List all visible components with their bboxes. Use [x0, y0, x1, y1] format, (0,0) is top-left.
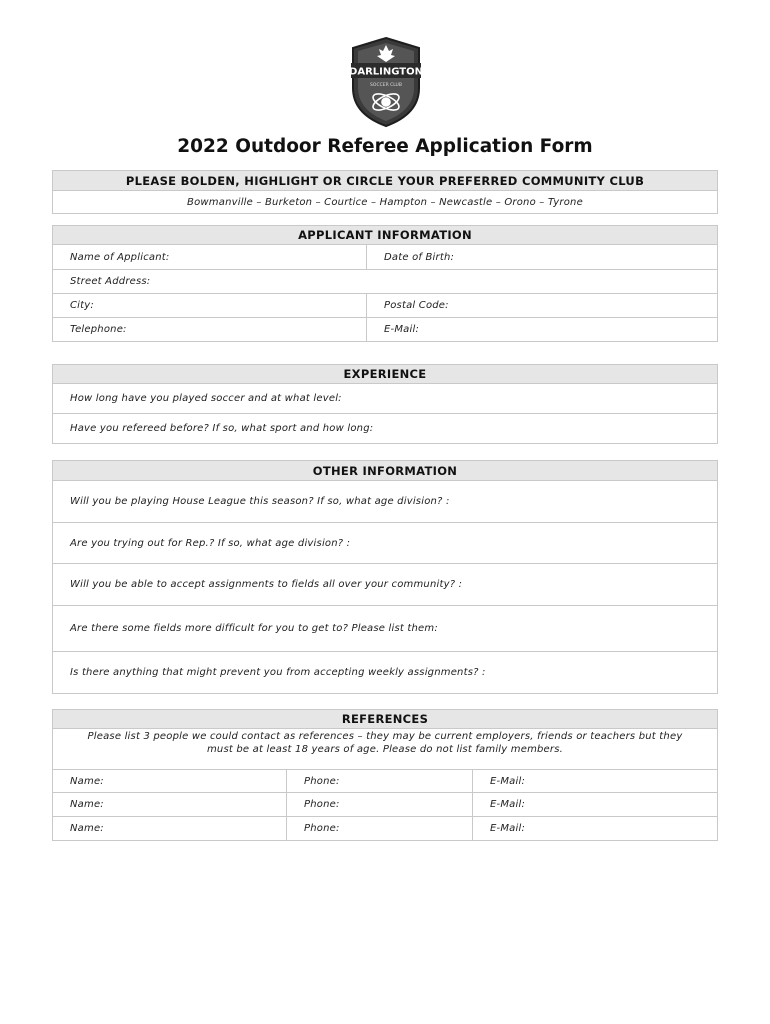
applicant-heading: APPLICANT INFORMATION — [53, 226, 717, 245]
experience-refereed-field[interactable]: Have you refereed before? If so, what sport and how long: — [70, 423, 374, 434]
references-section — [52, 709, 718, 841]
experience-heading: EXPERIENCE — [53, 365, 717, 384]
house-league-field[interactable]: Will you be playing House League this season? If so, what age division? : — [70, 496, 450, 507]
difficult-fields-field[interactable]: Are there some fields more difficult for you to get to? Please list them: — [70, 623, 438, 634]
reference-name-field[interactable]: Name: — [53, 770, 287, 792]
applicant-section — [52, 225, 718, 342]
reference-email-field[interactable]: E-Mail: — [490, 799, 526, 810]
street-address-field[interactable]: Street Address: — [70, 276, 151, 287]
reference-phone-field[interactable]: Phone: — [287, 817, 473, 840]
references-note: Please list 3 people we could contact as references – they may be current employers, friends or teachers but they must be at least 18 years of age. Please do not list family members. — [87, 731, 683, 755]
assignments-field[interactable]: Will you be able to accept assignments to fields all over your community? : — [70, 579, 463, 590]
reference-row — [53, 793, 717, 817]
community-heading: PLEASE BOLDEN, HIGHLIGHT OR CIRCLE YOUR PREFERRED COMMUNITY CLUB — [53, 171, 717, 191]
email-field[interactable]: E-Mail: — [384, 324, 420, 335]
community-clubs[interactable]: Bowmanville – Burketon – Courtice – Hampton – Newcastle – Orono – Tyrone — [187, 196, 583, 208]
experience-section — [52, 364, 718, 444]
city-field[interactable]: City: — [53, 294, 367, 317]
reference-row — [53, 817, 717, 840]
prevent-assignments-field[interactable]: Is there anything that might prevent you from accepting weekly assignments? : — [70, 667, 486, 678]
darlington-logo — [349, 36, 423, 128]
other-info-heading: OTHER INFORMATION — [53, 461, 717, 481]
reference-row — [53, 770, 717, 793]
telephone-field[interactable]: Telephone: — [53, 318, 367, 341]
date-of-birth-field[interactable]: Date of Birth: — [384, 251, 455, 263]
logo-subtext: SOCCER CLUB — [370, 83, 402, 88]
reference-email-field[interactable]: E-Mail: — [490, 775, 526, 787]
experience-played-field[interactable]: How long have you played soccer and at what level: — [70, 393, 342, 404]
reference-name-field[interactable]: Name: — [53, 817, 287, 840]
reference-phone-field[interactable]: Phone: — [287, 770, 473, 792]
references-heading: REFERENCES — [53, 710, 717, 729]
postal-code-field[interactable]: Postal Code: — [384, 300, 449, 311]
reference-phone-field[interactable]: Phone: — [287, 793, 473, 816]
community-section — [52, 170, 718, 214]
page-title: 2022 Outdoor Referee Application Form — [177, 136, 593, 157]
logo-wordmark: DARLINGTON — [349, 66, 423, 78]
rep-tryout-field[interactable]: Are you trying out for Rep.? If so, what age division? : — [70, 537, 351, 549]
reference-email-field[interactable]: E-Mail: — [490, 823, 526, 834]
applicant-name-field[interactable]: Name of Applicant: — [53, 245, 367, 269]
other-info-section — [52, 460, 718, 694]
reference-name-field[interactable]: Name: — [53, 793, 287, 816]
